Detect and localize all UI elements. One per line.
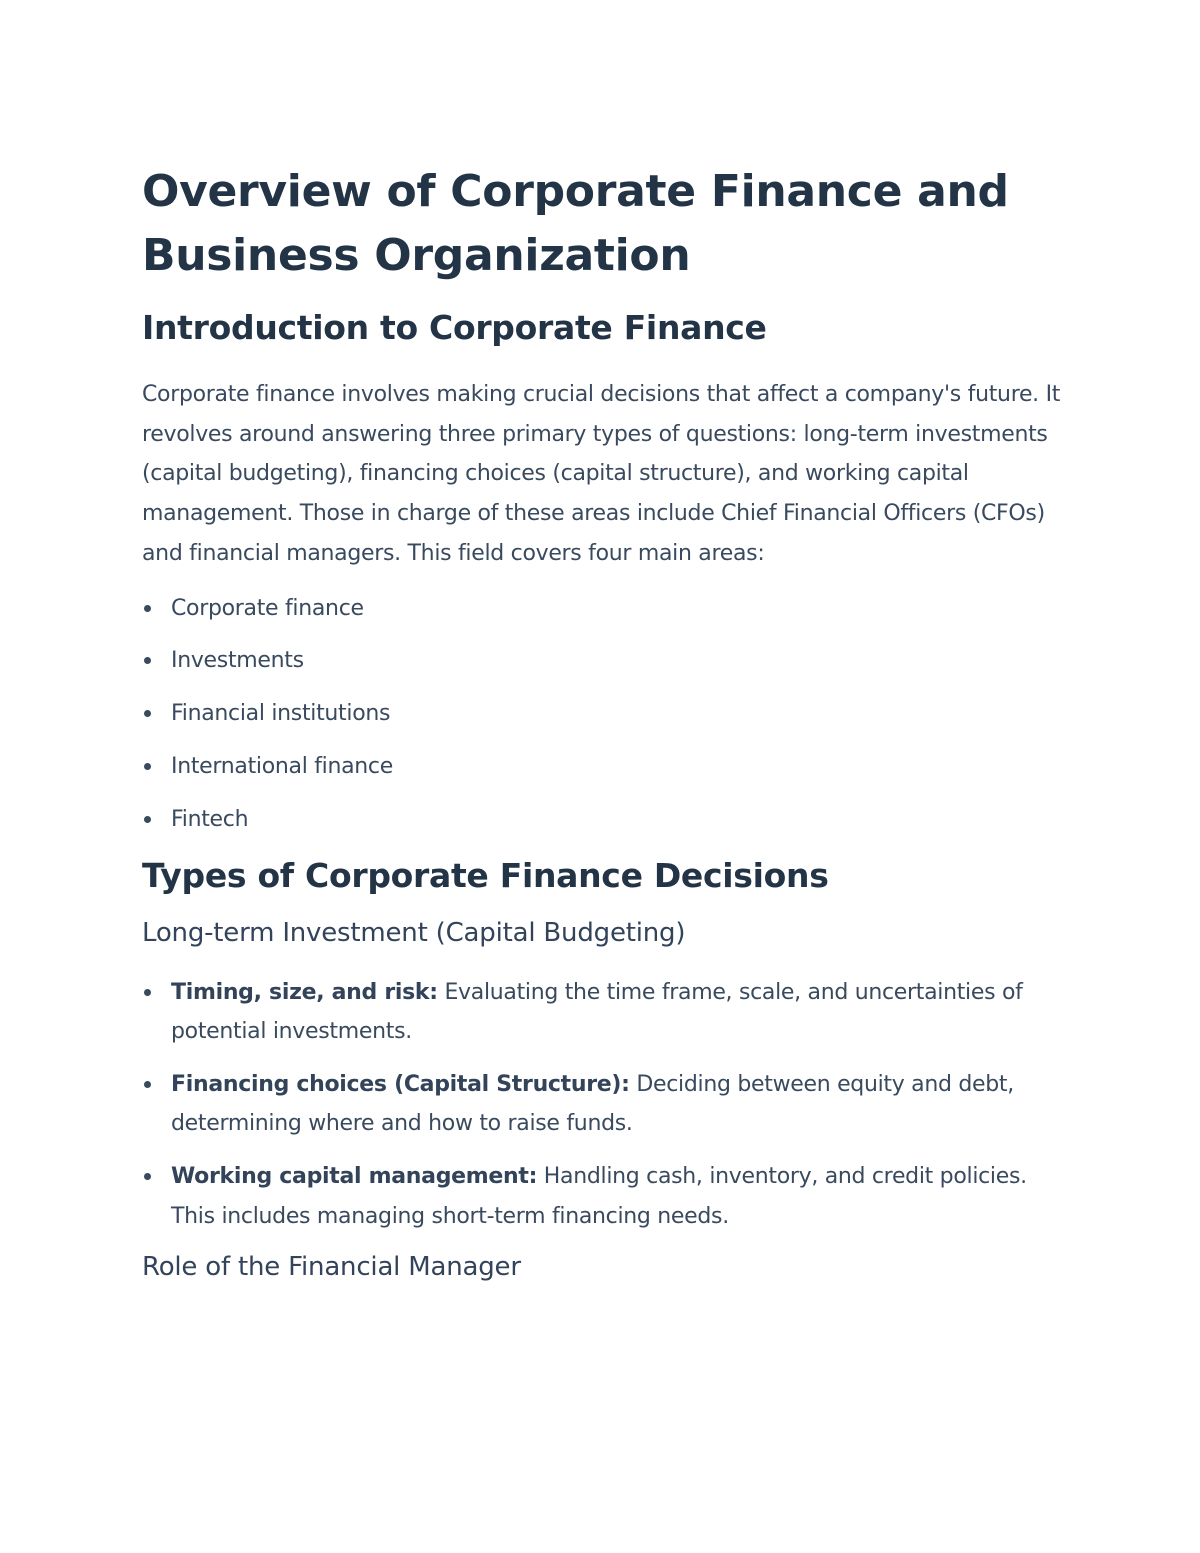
bullet-icon xyxy=(144,1081,151,1088)
bullet-icon xyxy=(144,989,151,996)
list-item-term: Working capital management: xyxy=(171,1164,538,1190)
document-page xyxy=(142,160,1072,1285)
list-item-term: Timing, size, and risk: xyxy=(171,979,438,1005)
list-item xyxy=(142,747,1072,787)
bullet-icon xyxy=(144,657,151,664)
list-item-text: Financial institutions xyxy=(171,701,391,727)
list-item-text: Evaluating the time frame, scale, and uncertainties of potential investments. xyxy=(171,979,1023,1045)
bullet-icon xyxy=(144,605,151,612)
subsection-heading-long-term-investment: Long-term Investment (Capital Budgeting) xyxy=(142,917,686,948)
list-item xyxy=(142,800,1072,840)
bullet-icon xyxy=(144,710,151,717)
bullet-icon xyxy=(144,1173,151,1180)
finance-areas-list xyxy=(142,589,1072,840)
subsection-heading-financial-manager-role: Role of the Financial Manager xyxy=(142,1252,521,1283)
list-item xyxy=(142,1157,1072,1236)
list-item-text: Deciding between equity and debt, determining where and how to raise funds. xyxy=(171,1071,1014,1137)
intro-paragraph: Corporate finance involves making crucial decisions that affect a company's future. It revolves around answering three primary types of questions: long-term investments (capital budgeting), financing choices (capital structure), and working capital management. Those in charge of these areas include Chief Financial Officers (CFOs) and financial managers. This field covers four main areas: xyxy=(142,382,1061,566)
list-item xyxy=(142,694,1072,734)
list-item-text: Investments xyxy=(171,648,304,674)
bullet-icon xyxy=(144,763,151,770)
bullet-icon xyxy=(144,816,151,823)
list-item xyxy=(142,973,1072,1052)
section-heading-introduction: Introduction to Corporate Finance xyxy=(142,308,767,347)
list-item-text: International finance xyxy=(171,754,393,780)
list-item xyxy=(142,1065,1072,1144)
list-item xyxy=(142,589,1072,629)
decision-types-list xyxy=(142,973,1072,1237)
list-item-text: Handling cash, inventory, and credit policies. This includes managing short-term financing needs. xyxy=(171,1164,1027,1229)
list-item-term: Financing choices (Capital Structure): xyxy=(171,1071,630,1097)
section-heading-decision-types: Types of Corporate Finance Decisions xyxy=(142,855,829,895)
list-item xyxy=(142,641,1072,681)
list-item-text: Corporate finance xyxy=(171,595,364,621)
list-item-text: Fintech xyxy=(171,807,249,833)
document-title: Overview of Corporate Finance and Business Organization xyxy=(142,166,1009,281)
